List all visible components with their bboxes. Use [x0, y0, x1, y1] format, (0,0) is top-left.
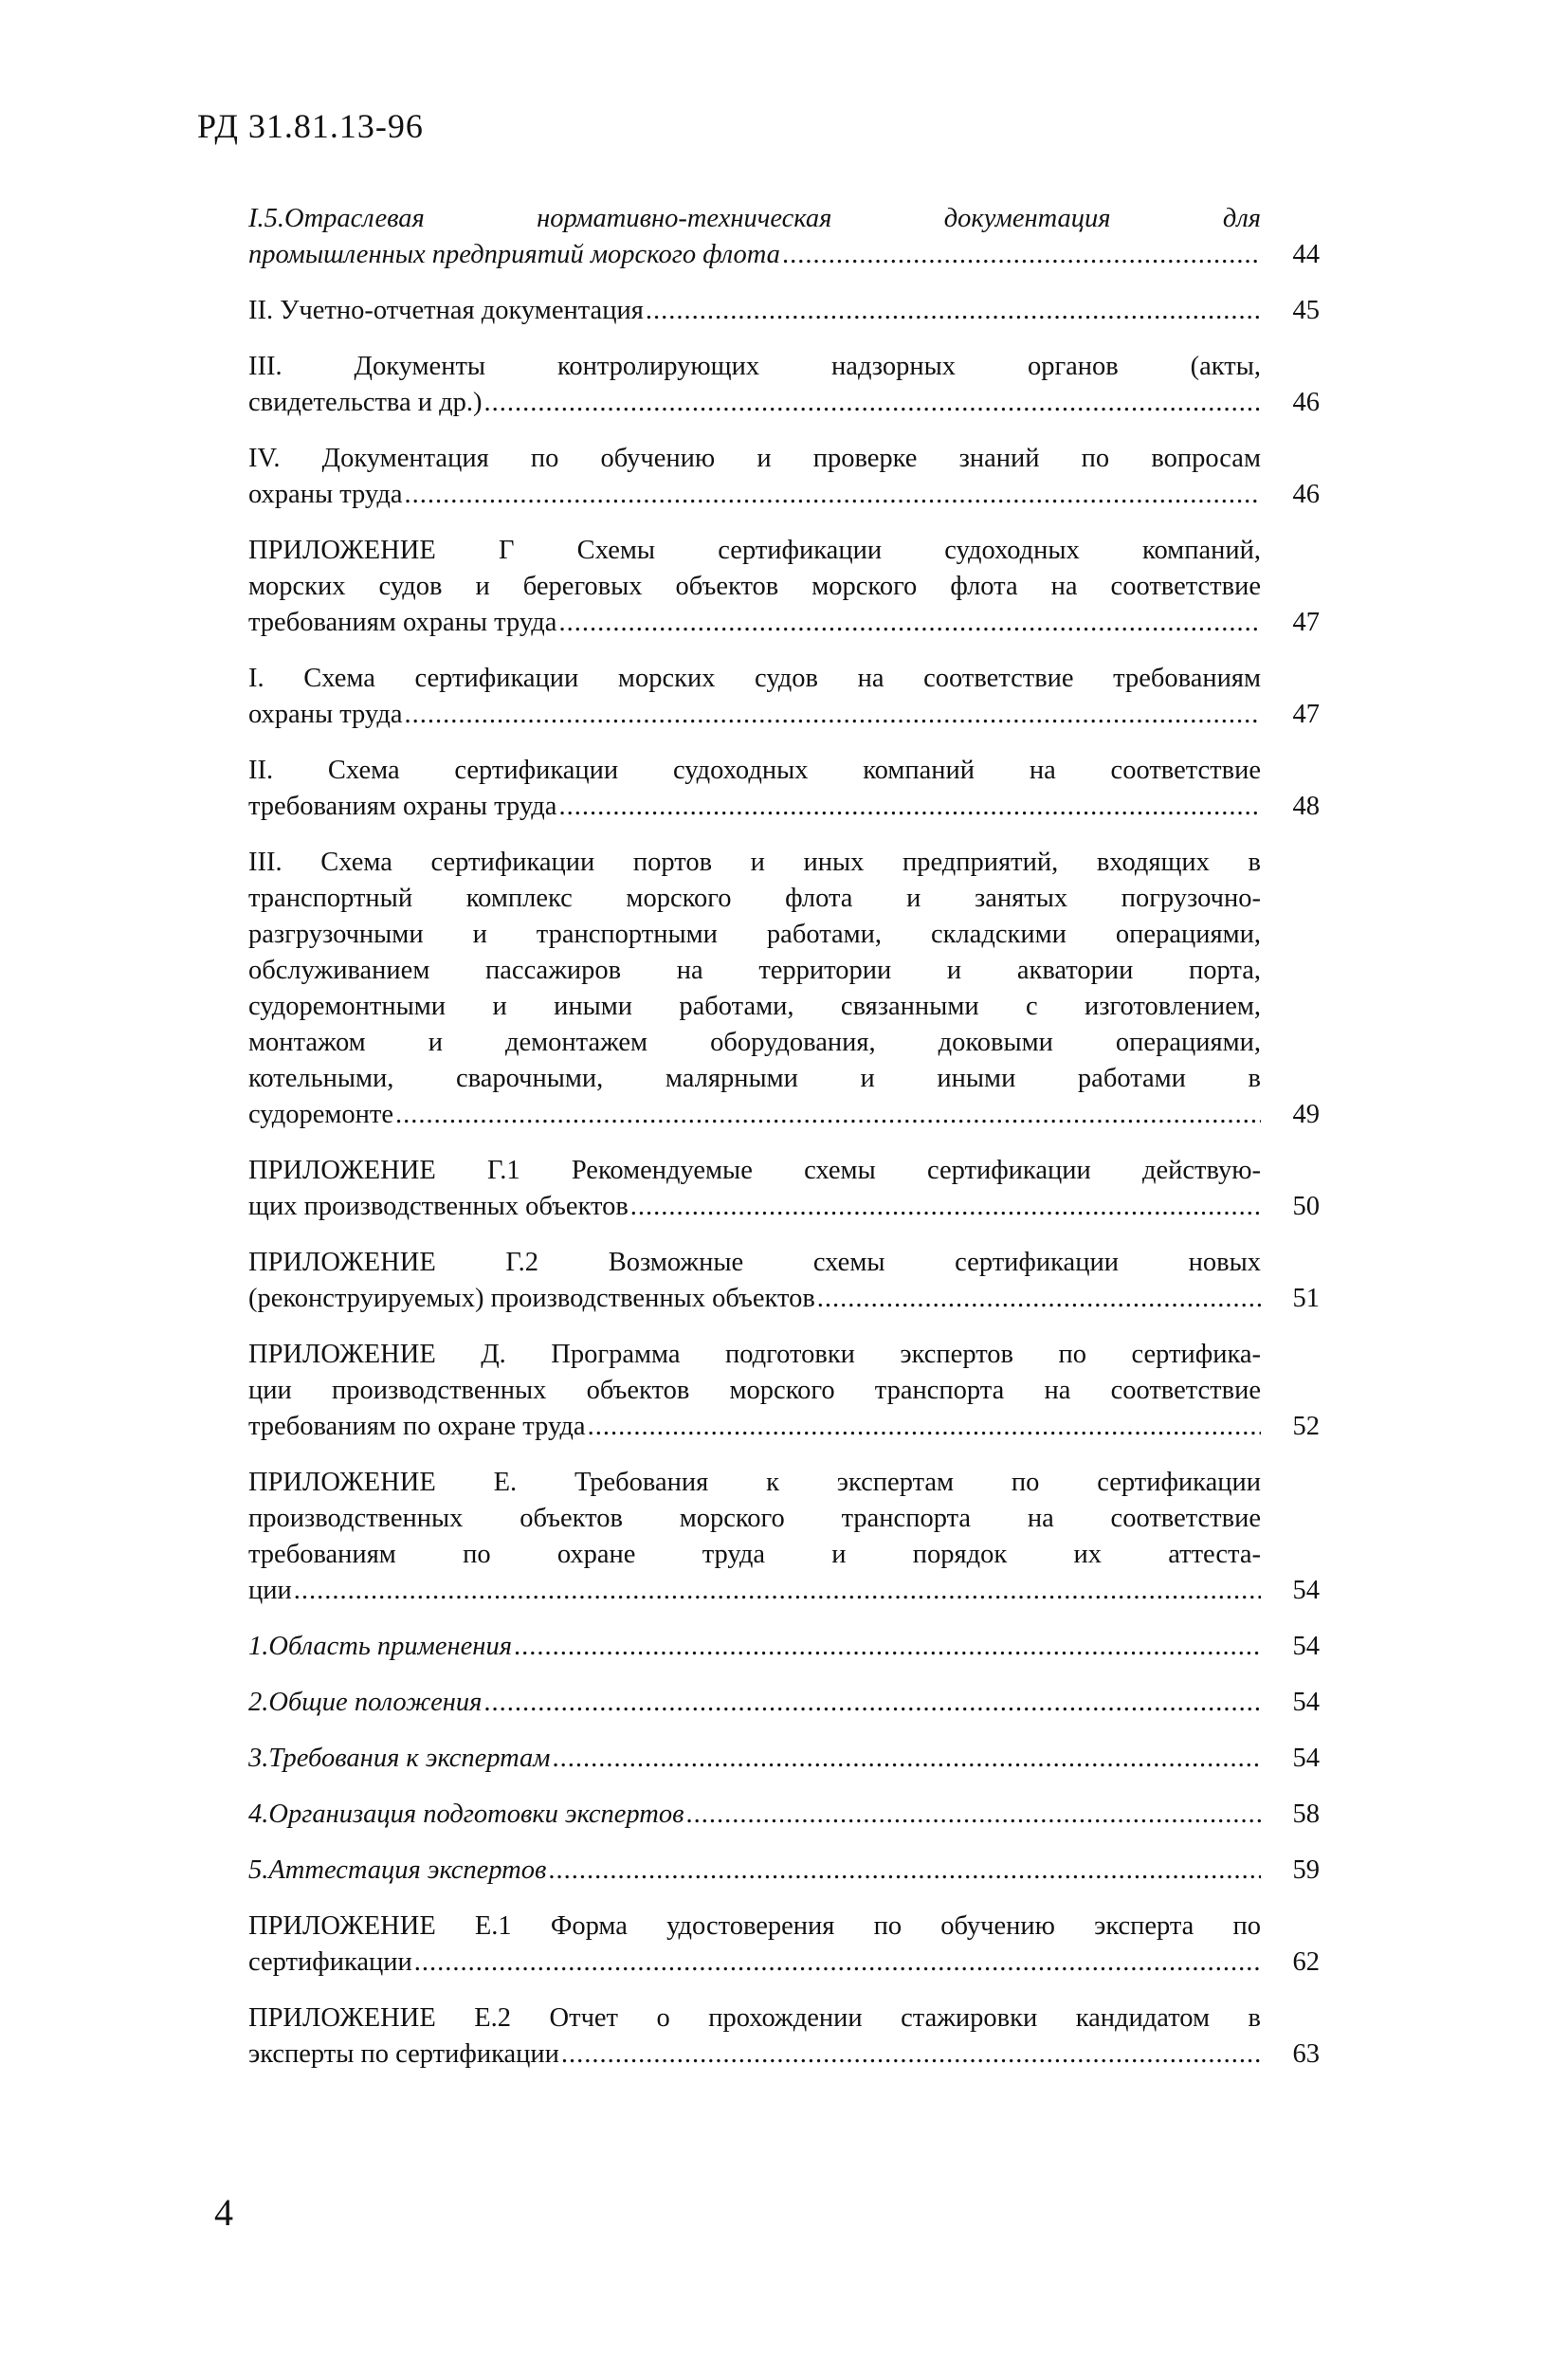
toc-entry-title: [248, 201, 1261, 273]
toc-entry[interactable]: [248, 845, 1320, 1133]
dot-leader: [405, 697, 1262, 733]
toc-entry-title: [248, 533, 1261, 641]
toc-entry-title-line: ПРИЛОЖЕНИЕ Е.2 Отчет о прохождении стажировки кандидатом в: [248, 2003, 1261, 2033]
dot-leader: [558, 789, 1261, 825]
toc-entry-title: [248, 1741, 1261, 1777]
toc-entry-title-line: транспортный комплекс морского флота и занятых погрузочно-: [248, 884, 1261, 913]
toc-entry-title-line: производственных объектов морского транспорта на соответствие: [248, 1504, 1261, 1533]
toc-entry[interactable]: [248, 753, 1320, 825]
toc-page-number: 54: [1292, 1576, 1320, 1605]
toc-entry[interactable]: [248, 441, 1320, 513]
dot-leader: [817, 1281, 1261, 1317]
toc-entry-title-line: II. Учетно-отчетная документация: [248, 296, 644, 325]
toc-page-number: 50: [1292, 1192, 1320, 1221]
toc-page-number: 51: [1292, 1284, 1320, 1313]
toc-entry-title-line: ПРИЛОЖЕНИЕ Г Схемы сертификации судоходных компаний,: [248, 536, 1261, 565]
toc-entry-title: [248, 1853, 1261, 1889]
toc-entry-title-line: ПРИЛОЖЕНИЕ Г.2 Возможные схемы сертификации новых: [248, 1248, 1261, 1277]
toc-entry-title-line: 1.Область применения: [248, 1632, 512, 1661]
dot-leader: [548, 1853, 1261, 1889]
toc-entry-title: [248, 2000, 1261, 2073]
toc-entry-title-line: охраны труда: [248, 480, 403, 509]
toc-entry-title-line: ПРИЛОЖЕНИЕ Е. Требования к экспертам по сертификации: [248, 1468, 1261, 1497]
toc-entry[interactable]: [248, 1629, 1320, 1665]
toc-entry-title-line: II. Схема сертификации судоходных компаний на соответствие: [248, 756, 1261, 785]
toc-entry-title-line: ПРИЛОЖЕНИЕ Д. Программа подготовки экспертов по сертифика-: [248, 1340, 1261, 1369]
dot-leader: [588, 1409, 1261, 1445]
table-of-contents: [248, 201, 1320, 2092]
toc-entry-title-line: промышленных предприятий морского флота: [248, 240, 780, 269]
toc-entry[interactable]: [248, 293, 1320, 329]
toc-entry-title-line: I.5.Отраслевая нормативно-техническая документация для: [248, 204, 1261, 233]
toc-entry-title-line: эксперты по сертификации: [248, 2039, 559, 2069]
toc-entry-title-line: 3.Требования к экспертам: [248, 1744, 551, 1773]
dot-leader: [414, 1945, 1261, 1981]
toc-entry-title: [248, 293, 1261, 329]
dot-leader: [405, 477, 1262, 513]
toc-entry-title-line: судоремонтными и иными работами, связанными с изготовлением,: [248, 992, 1261, 1021]
toc-entry[interactable]: [248, 533, 1320, 641]
toc-entry[interactable]: [248, 1853, 1320, 1889]
toc-entry-title: [248, 1465, 1261, 1609]
toc-entry-title: [248, 1909, 1261, 1981]
toc-entry-title-line: I. Схема сертификации морских судов на соответствие требованиям: [248, 664, 1261, 693]
toc-entry-title-line: 2.Общие положения: [248, 1688, 483, 1717]
dot-leader: [553, 1741, 1262, 1777]
toc-page-number: 47: [1292, 700, 1320, 729]
toc-entry-title-line: разгрузочными и транспортными работами, складскими операциями,: [248, 920, 1261, 949]
dot-leader: [782, 237, 1261, 273]
toc-entry[interactable]: [248, 1797, 1320, 1833]
toc-page-number: 49: [1292, 1100, 1320, 1129]
toc-entry-title: [248, 1797, 1261, 1833]
toc-entry-title-line: III. Документы контролирующих надзорных органов (акты,: [248, 352, 1261, 381]
toc-entry-title: [248, 1685, 1261, 1721]
toc-entry-title-line: ПРИЛОЖЕНИЕ Г.1 Рекомендуемые схемы сертификации действую-: [248, 1156, 1261, 1185]
toc-page-number: 54: [1292, 1632, 1320, 1661]
toc-page-number: 46: [1292, 480, 1320, 509]
toc-page-number: 47: [1292, 608, 1320, 637]
toc-entry-title-line: 4.Организация подготовки экспертов: [248, 1800, 684, 1829]
toc-page-number: 58: [1292, 1800, 1320, 1829]
toc-entry-title: [248, 845, 1261, 1133]
dot-leader: [514, 1629, 1261, 1665]
dot-leader: [483, 1685, 1261, 1721]
toc-entry-title: [248, 1629, 1261, 1665]
toc-entry-title: [248, 1153, 1261, 1225]
toc-entry-title: [248, 1245, 1261, 1317]
toc-entry-title-line: 5.Аттестация экспертов: [248, 1855, 547, 1885]
dot-leader: [395, 1097, 1261, 1133]
dot-leader: [646, 293, 1261, 329]
toc-entry-title-line: охраны труда: [248, 700, 403, 729]
toc-page-number: 63: [1292, 2039, 1320, 2069]
toc-entry-title-line: ПРИЛОЖЕНИЕ Е.1 Форма удостоверения по обучению эксперта по: [248, 1911, 1261, 1941]
toc-entry[interactable]: [248, 349, 1320, 421]
toc-entry[interactable]: [248, 1153, 1320, 1225]
toc-entry-title: [248, 753, 1261, 825]
toc-page-number: 62: [1292, 1947, 1320, 1977]
toc-entry[interactable]: [248, 201, 1320, 273]
toc-entry[interactable]: [248, 1909, 1320, 1981]
document-code: РД 31.81.13-96: [197, 107, 424, 145]
toc-entry-title-line: требованиям по охране труда: [248, 1412, 586, 1441]
toc-entry-title-line: ции: [248, 1576, 292, 1605]
toc-entry-title-line: требованиям охраны труда: [248, 608, 557, 637]
toc-page-number: 54: [1292, 1744, 1320, 1773]
dot-leader: [630, 1189, 1261, 1225]
toc-entry-title: [248, 349, 1261, 421]
toc-entry-title-line: котельными, сварочными, малярными и иными работами в: [248, 1064, 1261, 1093]
dot-leader: [685, 1797, 1261, 1833]
toc-entry-title-line: судоремонте: [248, 1100, 394, 1129]
toc-entry-title-line: свидетельства и др.): [248, 388, 483, 417]
toc-entry[interactable]: [248, 1245, 1320, 1317]
toc-page-number: 54: [1292, 1688, 1320, 1717]
toc-page-number: 59: [1292, 1855, 1320, 1885]
toc-entry-title: [248, 441, 1261, 513]
page-number: 4: [214, 2191, 233, 2234]
toc-entry-title-line: IV. Документация по обучению и проверке знаний по вопросам: [248, 444, 1261, 473]
toc-page-number: 44: [1292, 240, 1320, 269]
toc-entry[interactable]: [248, 2000, 1320, 2073]
toc-entry[interactable]: [248, 661, 1320, 733]
toc-entry[interactable]: [248, 1465, 1320, 1609]
toc-page-number: 46: [1292, 388, 1320, 417]
dot-leader: [484, 385, 1261, 421]
toc-entry-title-line: монтажом и демонтажем оборудования, доковыми операциями,: [248, 1028, 1261, 1057]
toc-entry-title-line: ции производственных объектов морского транспорта на соответствие: [248, 1376, 1261, 1405]
toc-entry-title-line: сертификации: [248, 1947, 412, 1977]
toc-page-number: 52: [1292, 1412, 1320, 1441]
toc-entry-title-line: требованиям охраны труда: [248, 792, 557, 821]
toc-entry-title-line: требованиям по охране труда и порядок их аттеста-: [248, 1540, 1261, 1569]
toc-entry-title-line: морских судов и береговых объектов морского флота на соответствие: [248, 572, 1261, 601]
toc-entry-title-line: (реконструируемых) производственных объектов: [248, 1284, 815, 1313]
toc-entry-title-line: обслуживанием пассажиров на территории и акватории порта,: [248, 956, 1261, 985]
dot-leader: [294, 1573, 1261, 1609]
toc-entry[interactable]: [248, 1741, 1320, 1777]
toc-entry-title: [248, 661, 1261, 733]
toc-entry-title-line: щих производственных объектов: [248, 1192, 629, 1221]
dot-leader: [558, 605, 1261, 641]
toc-entry[interactable]: [248, 1337, 1320, 1445]
toc-entry-title-line: III. Схема сертификации портов и иных предприятий, входящих в: [248, 848, 1261, 877]
dot-leader: [561, 2037, 1261, 2073]
toc-page-number: 48: [1292, 792, 1320, 821]
toc-entry[interactable]: [248, 1685, 1320, 1721]
toc-entry-title: [248, 1337, 1261, 1445]
toc-page-number: 45: [1292, 296, 1320, 325]
